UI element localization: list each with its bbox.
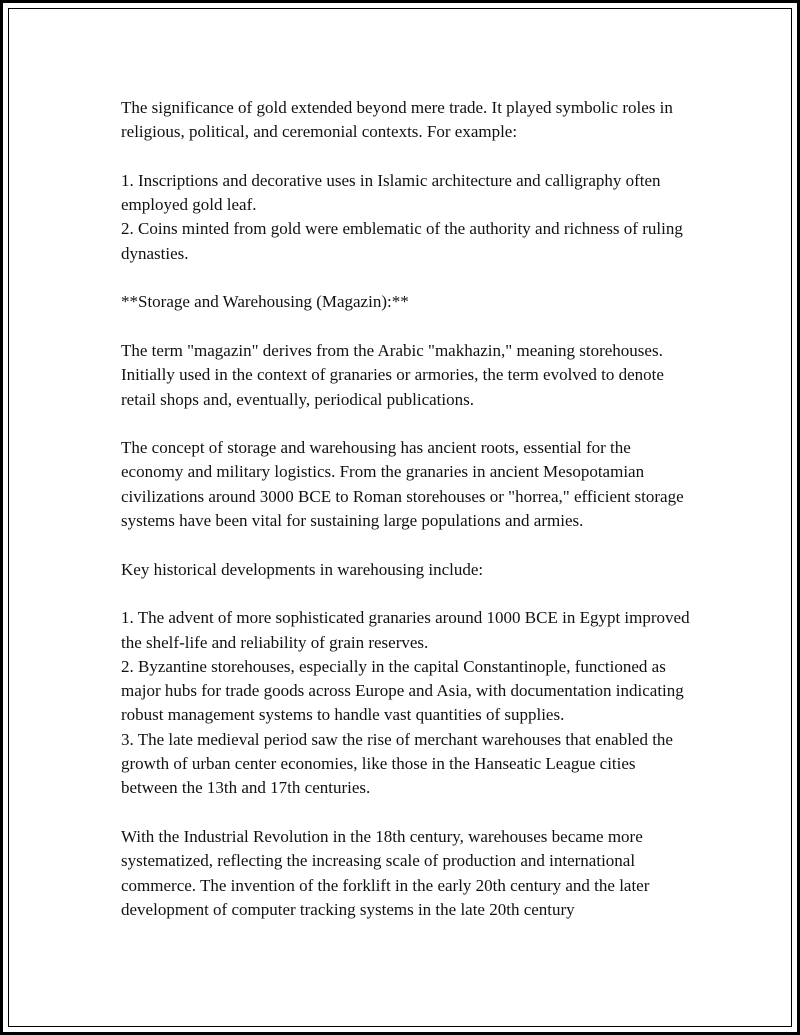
key-developments-intro: Key historical developments in warehousing include: xyxy=(121,559,484,579)
key-developments-list xyxy=(121,606,693,800)
industrial-paragraph: With the Industrial Revolution in the 18th century, warehouses became more systematized, reflecting the increasing scale of production and international commerce. The invention of the forklift in the early 20th century and the later development of computer tracking systems in the late 20th century xyxy=(121,826,650,919)
list-item: 2. Byzantine storehouses, especially in the capital Constantinople, functioned as major hubs for trade goods across Europe and Asia, with documentation indicating robust management systems to handle vast quantities of supplies. xyxy=(121,656,684,725)
gold-uses-list xyxy=(121,169,693,266)
storage-paragraph: The concept of storage and warehousing has ancient roots, essential for the economy and military logistics. From the granaries in ancient Mesopotamian civilizations around 3000 BCE to Roman storehouses or "horrea," efficient storage systems have been vital for sustaining large populations and armies. xyxy=(121,438,684,531)
section-heading: **Storage and Warehousing (Magazin):** xyxy=(121,292,409,312)
list-item: 2. Coins minted from gold were emblematic of the authority and richness of ruling dynasties. xyxy=(121,219,683,263)
magazin-paragraph: The term "magazin" derives from the Arabic "makhazin," meaning storehouses. Initially used in the context of granaries or armories, the term evolved to denote retail shops and, eventually, periodical publications. xyxy=(121,340,664,409)
document-body xyxy=(121,96,693,946)
list-item: 1. The advent of more sophisticated granaries around 1000 BCE in Egypt improved the shelf-life and reliability of grain reserves. xyxy=(121,608,690,652)
list-item: 3. The late medieval period saw the rise of merchant warehouses that enabled the growth of urban center economies, like those in the Hanseatic League cities between the 13th and 17th centuries. xyxy=(121,729,673,798)
list-item: 1. Inscriptions and decorative uses in Islamic architecture and calligraphy often employed gold leaf. xyxy=(121,170,661,215)
intro-paragraph: The significance of gold extended beyond mere trade. It played symbolic roles in religious, political, and ceremonial contexts. For example: xyxy=(121,98,673,142)
